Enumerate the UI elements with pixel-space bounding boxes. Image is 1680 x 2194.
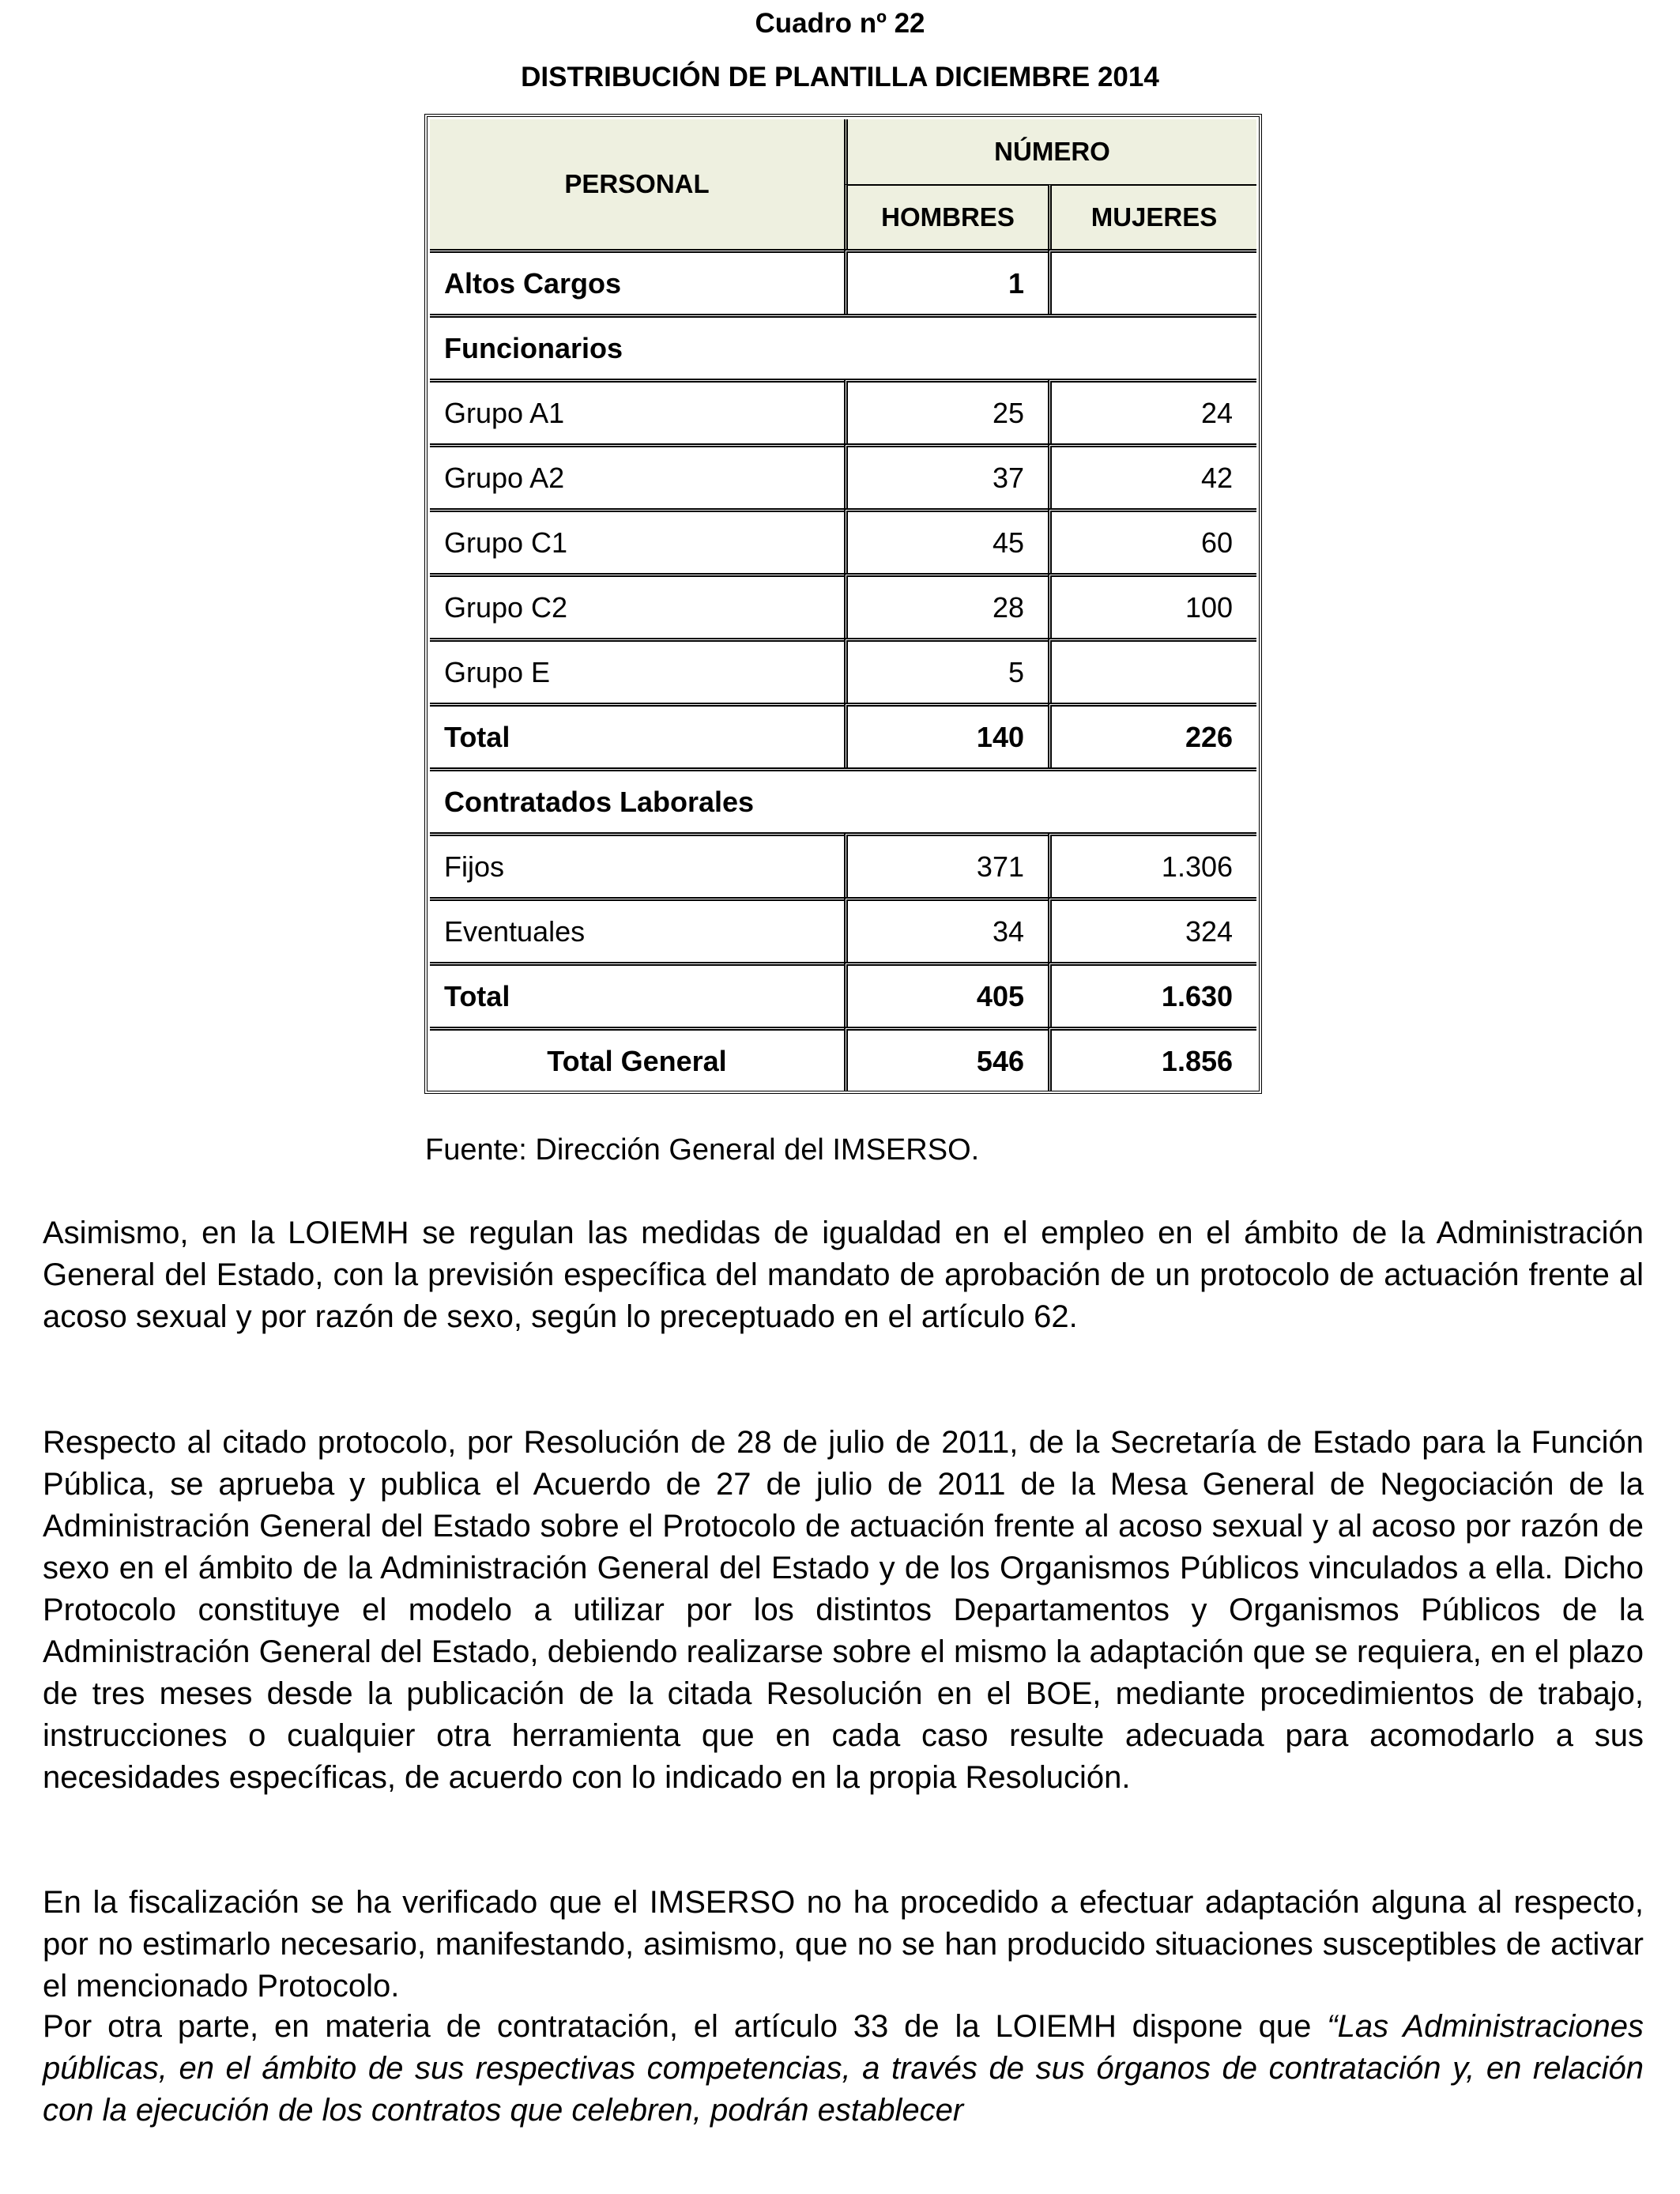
section-label: Funcionarios [430,314,1256,379]
paragraph-1: Asimismo, en la LOIEMH se regulan las medidas de igualdad en el empleo en el ámbito de la Administración General del Estado, con la previsión específica del mandato de aprobación de un protocolo de actuación frente al acoso sexual y por razón de sexo, según lo preceptuado en el artículo 62. [43,1216,1644,1334]
table-caption-number: Cuadro nº 22 [755,8,925,39]
table-row [430,897,1256,962]
paragraph-4 [43,2006,1644,2132]
total-row [430,703,1256,767]
row-label: Grupo C1 [430,508,844,573]
paragraph-3: En la fiscalización se ha verificado que el IMSERSO no ha procedido a efectuar adaptación alguna al respecto, por no estimarlo necesario, manifestando, asimismo, que no se han producido situaciones susceptibles de activar el mencionado Protocolo. [43,1885,1644,2004]
table-row [430,379,1256,443]
paragraph-2: Respecto al citado protocolo, por Resolución de 28 de julio de 2011, de la Secretaría de Estado para la Función Pública, se aprueba y publica el Acuerdo de 27 de julio de 2011 de la Mesa General de Negociación de la Administración General del Estado sobre el Protocolo de actuación frente al acoso sexual y al acoso por razón de sexo en el ámbito de la Administración General del Estado y de los Organismos Públicos vinculados a ella. Dicho Protocolo constituye el modelo a utilizar por los distintos Departamentos y Organismos Públicos de la Administración General del Estado, debiendo realizarse sobre el mismo la adaptación que se requiera, en el plazo de tres meses desde la publicación de la citada Resolución en el BOE, mediante procedimientos de trabajo, instrucciones o cualquier otra herramienta que en cada caso resulte adecuada para acomodarlo a sus necesidades específicas, de acuerdo con lo indicado en la propia Resolución. [43,1425,1644,1795]
row-mujeres: 100 [1048,573,1256,638]
source-note: Fuente: Dirección General del IMSERSO. [425,1133,980,1167]
row-label: Altos Cargos [430,249,844,314]
row-label: Total General [430,1027,844,1091]
row-hombres: 28 [844,573,1048,638]
row-hombres: 371 [844,832,1048,897]
row-mujeres: 60 [1048,508,1256,573]
section-row [430,314,1256,379]
row-hombres: 37 [844,443,1048,508]
row-mujeres: 24 [1048,379,1256,443]
row-mujeres: 42 [1048,443,1256,508]
row-hombres: 546 [844,1027,1048,1091]
row-mujeres: 1.630 [1048,962,1256,1027]
table-row [430,508,1256,573]
row-hombres: 5 [844,638,1048,703]
grand-total-row [430,1027,1256,1091]
row-label: Total [430,962,844,1027]
table-row [430,638,1256,703]
row-label: Total [430,703,844,767]
row-mujeres: 1.856 [1048,1027,1256,1091]
row-label: Grupo C2 [430,573,844,638]
header-personal: PERSONAL [430,119,844,249]
header-mujeres: MUJERES [1048,184,1256,249]
table-row [430,832,1256,897]
section-label: Contratados Laborales [430,767,1256,832]
row-mujeres [1048,638,1256,703]
header-numero: NÚMERO [844,119,1256,184]
table-row [430,443,1256,508]
staff-distribution-table [424,114,1262,1094]
row-label: Grupo E [430,638,844,703]
paragraph-4-text: Por otra parte, en materia de contratación, el artículo 33 de la LOIEMH dispone que [43,2009,1328,2044]
row-hombres: 25 [844,379,1048,443]
row-hombres: 1 [844,249,1048,314]
row-label: Fijos [430,832,844,897]
table-row [430,573,1256,638]
row-label: Eventuales [430,897,844,962]
total-row [430,962,1256,1027]
row-hombres: 405 [844,962,1048,1027]
row-hombres: 140 [844,703,1048,767]
row-hombres: 45 [844,508,1048,573]
table-row [430,249,1256,314]
section-row [430,767,1256,832]
paragraph-4-quote: “Las Administraciones públicas, en el ámbito de sus respectivas competencias, a través de sus órganos de contratación y, en relación con la ejecución de los contratos que celebren, podrán establecer [43,2009,1644,2128]
row-mujeres: 1.306 [1048,832,1256,897]
table-caption-title: DISTRIBUCIÓN DE PLANTILLA DICIEMBRE 2014 [521,62,1159,92]
row-hombres: 34 [844,897,1048,962]
header-hombres: HOMBRES [844,184,1048,249]
row-mujeres: 226 [1048,703,1256,767]
row-mujeres [1048,249,1256,314]
row-mujeres: 324 [1048,897,1256,962]
row-label: Grupo A2 [430,443,844,508]
row-label: Grupo A1 [430,379,844,443]
